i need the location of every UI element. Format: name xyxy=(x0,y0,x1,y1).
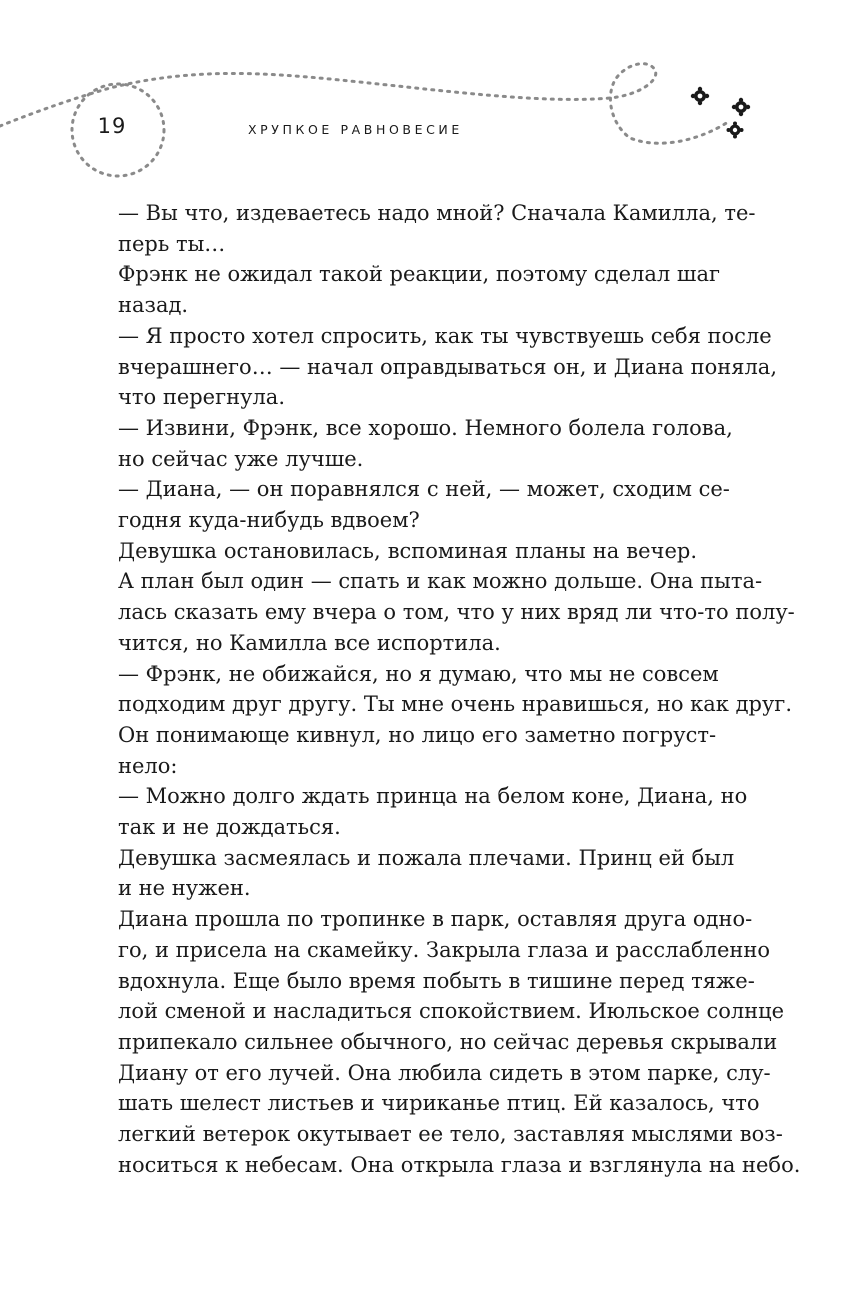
text-line: Девушка засмеялась и пожала плечами. Принц ей был xyxy=(118,845,735,870)
text-line: Диану от его лучей. Она любила сидеть в этом парке, слу- xyxy=(118,1060,771,1085)
page-number: 19 xyxy=(97,114,127,138)
dotted-swirl-ornament xyxy=(0,0,844,200)
text-line: вдохнула. Еще было время побыть в тишине перед тяже- xyxy=(118,968,755,993)
text-line: что перегнула. xyxy=(118,385,286,410)
text-line: Он понимающе кивнул, но лицо его заметно погруст- xyxy=(118,722,717,747)
text-line: и не нужен. xyxy=(118,876,251,901)
text-line: го, и присела на скамейку. Закрыла глаза и расслабленно xyxy=(118,937,771,962)
text-line: Фрэнк не ожидал такой реакции, поэтому сделал шаг xyxy=(118,262,720,287)
text-line: Диана прошла по тропинке в парк, оставляя друга одно- xyxy=(118,907,753,932)
text-line: — Диана, — он поравнялся с ней, — может, сходим се- xyxy=(118,477,730,502)
text-line: носиться к небесам. Она открыла глаза и взглянула на небо. xyxy=(118,1152,801,1177)
running-title: ХРУПКОЕ РАВНОВЕСИЕ xyxy=(248,122,463,137)
flower-ornaments xyxy=(691,87,750,139)
text-line: — Можно долго ждать принца на белом коне, Диана, но xyxy=(118,784,748,809)
text-line: легкий ветерок окутывает ее тело, заставляя мыслями воз- xyxy=(118,1122,783,1147)
text-line: подходим друг другу. Ты мне очень нравишься, но как друг. xyxy=(118,692,792,717)
text-line: — Извини, Фрэнк, все хорошо. Немного болела голова, xyxy=(118,415,733,440)
text-line: годня куда-нибудь вдвоем? xyxy=(118,508,420,533)
text-line: — Фрэнк, не обижайся, но я думаю, что мы не совсем xyxy=(118,661,719,686)
text-line: нело: xyxy=(118,753,178,778)
text-line: — Вы что, издеваетесь надо мной? Сначала Камилла, те- xyxy=(118,201,756,225)
text-line: чится, но Камилла все испортила. xyxy=(118,630,501,655)
text-line: А план был один — спать и как можно дольше. Она пыта- xyxy=(118,569,763,594)
text-line: — Я просто хотел спросить, как ты чувствуешь себя после xyxy=(118,323,772,348)
body-text xyxy=(118,198,801,1181)
text-line: перь ты… xyxy=(118,231,226,256)
text-line: так и не дождаться. xyxy=(118,815,341,840)
text-line: лой сменой и насладиться спокойствием. Июльское солнце xyxy=(118,999,785,1024)
text-line: лась сказать ему вчера о том, что у них вряд ли что-то полу- xyxy=(118,600,795,625)
text-line: шать шелест листьев и чириканье птиц. Ей казалось, что xyxy=(118,1091,760,1116)
text-line: Девушка остановилась, вспоминая планы на вечер. xyxy=(118,538,697,563)
text-line: вчерашнего… — начал оправдываться он, и Диана поняла, xyxy=(118,354,777,379)
text-line: назад. xyxy=(118,293,189,318)
text-line: припекало сильнее обычного, но сейчас деревья скрывали xyxy=(118,1029,778,1054)
text-line: но сейчас уже лучше. xyxy=(118,446,364,471)
